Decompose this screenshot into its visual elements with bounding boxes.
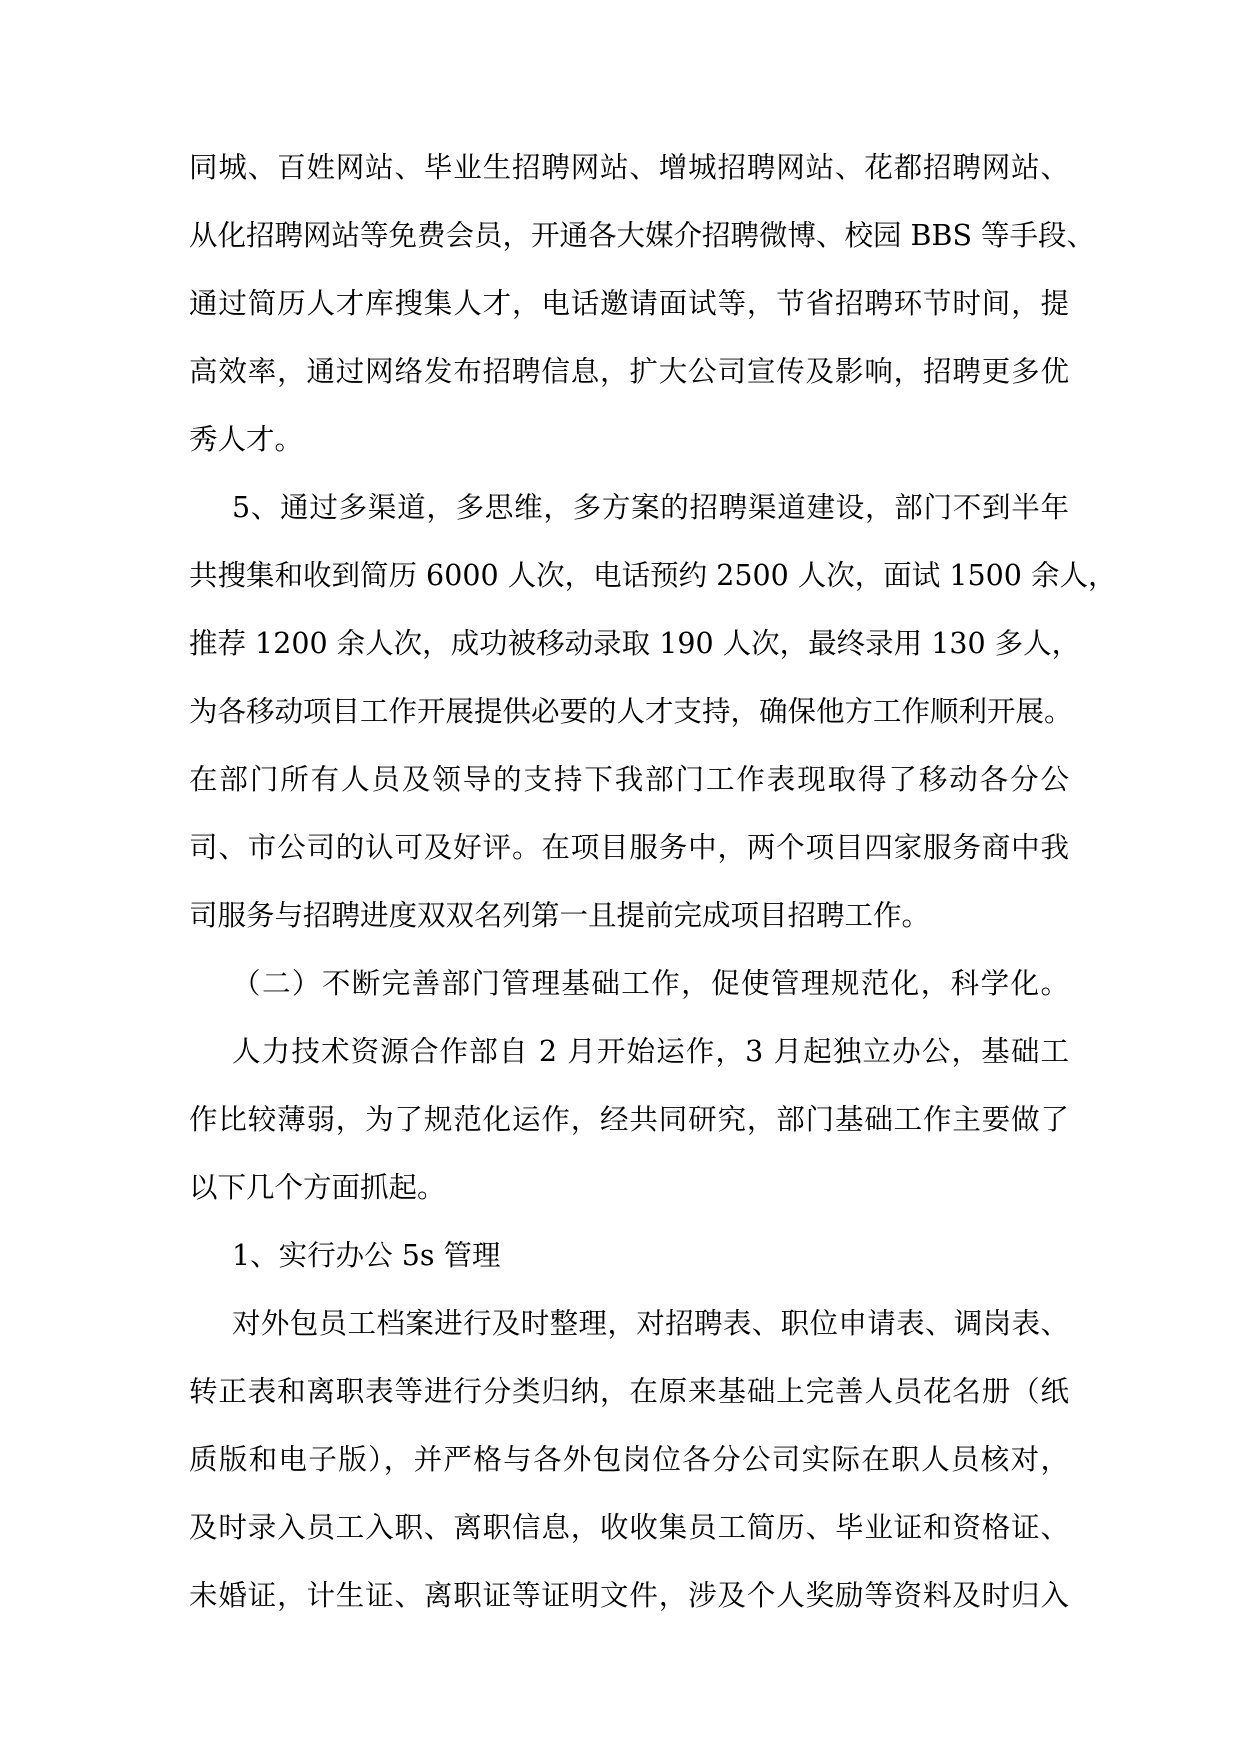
text-line-19: 转正表和离职表等进行分类归纳，在原来基础上完善人员花名册（纸: [189, 1375, 1069, 1408]
text-line-14: 人力技术资源合作部自 2 月开始运作，3 月起独立办公，基础工: [232, 1035, 1069, 1068]
text-line-15: 作比较薄弱，为了规范化运作，经共同研究，部门基础工作主要做了: [189, 1103, 1069, 1136]
text-line-7: 共搜集和收到简历 6000 人次，电话预约 2500 人次，面试 1500 余人，: [189, 559, 1117, 592]
text-line-6: 5、通过多渠道，多思维，多方案的招聘渠道建设，部门不到半年: [232, 491, 1069, 524]
text-line-16: 以下几个方面抓起。: [189, 1171, 446, 1204]
text-line-21: 及时录入员工入职、离职信息，收收集员工简历、毕业证和资格证、: [189, 1511, 1069, 1544]
text-line-8: 推荐 1200 余人次，成功被移动录取 190 人次，最终录用 130 多人，: [189, 627, 1081, 660]
text-line-9: 为各移动项目工作开展提供必要的人才支持，确保他方工作顺利开展。: [189, 695, 1073, 728]
text-line-12: 司服务与招聘进度双双名列第一且提前完成项目招聘工作。: [189, 899, 931, 932]
text-line-2: 从化招聘网站等免费会员，开通各大媒介招聘微博、校园 BBS 等手段、: [189, 219, 1096, 252]
text-line-20: 质版和电子版），并严格与各外包岗位各分公司实际在职人员核对，: [189, 1443, 1069, 1476]
text-line-22: 未婚证，计生证、离职证等证明文件，涉及个人奖励等资料及时归入: [189, 1579, 1069, 1612]
text-line-10: 在部门所有人员及领导的支持下我部门工作表现取得了移动各分公: [189, 763, 1069, 796]
section-heading: （二）不断完善部门管理基础工作，促使管理规范化，科学化。: [232, 967, 1069, 1000]
text-line-18: 对外包员工档案进行及时整理，对招聘表、职位申请表、调岗表、: [232, 1307, 1069, 1340]
text-line-3: 通过简历人才库搜集人才，电话邀请面试等，节省招聘环节时间，提: [189, 287, 1069, 320]
text-line-4: 高效率，通过网络发布招聘信息，扩大公司宣传及影响，招聘更多优: [189, 355, 1069, 388]
text-line-11: 司、市公司的认可及好评。在项目服务中，两个项目四家服务商中我: [189, 831, 1069, 864]
subsection-heading: 1、实行办公 5s 管理: [232, 1239, 501, 1272]
text-line-1: 同城、百姓网站、毕业生招聘网站、增城招聘网站、花都招聘网站、: [189, 151, 1069, 184]
text-line-5: 秀人才。: [189, 423, 304, 456]
